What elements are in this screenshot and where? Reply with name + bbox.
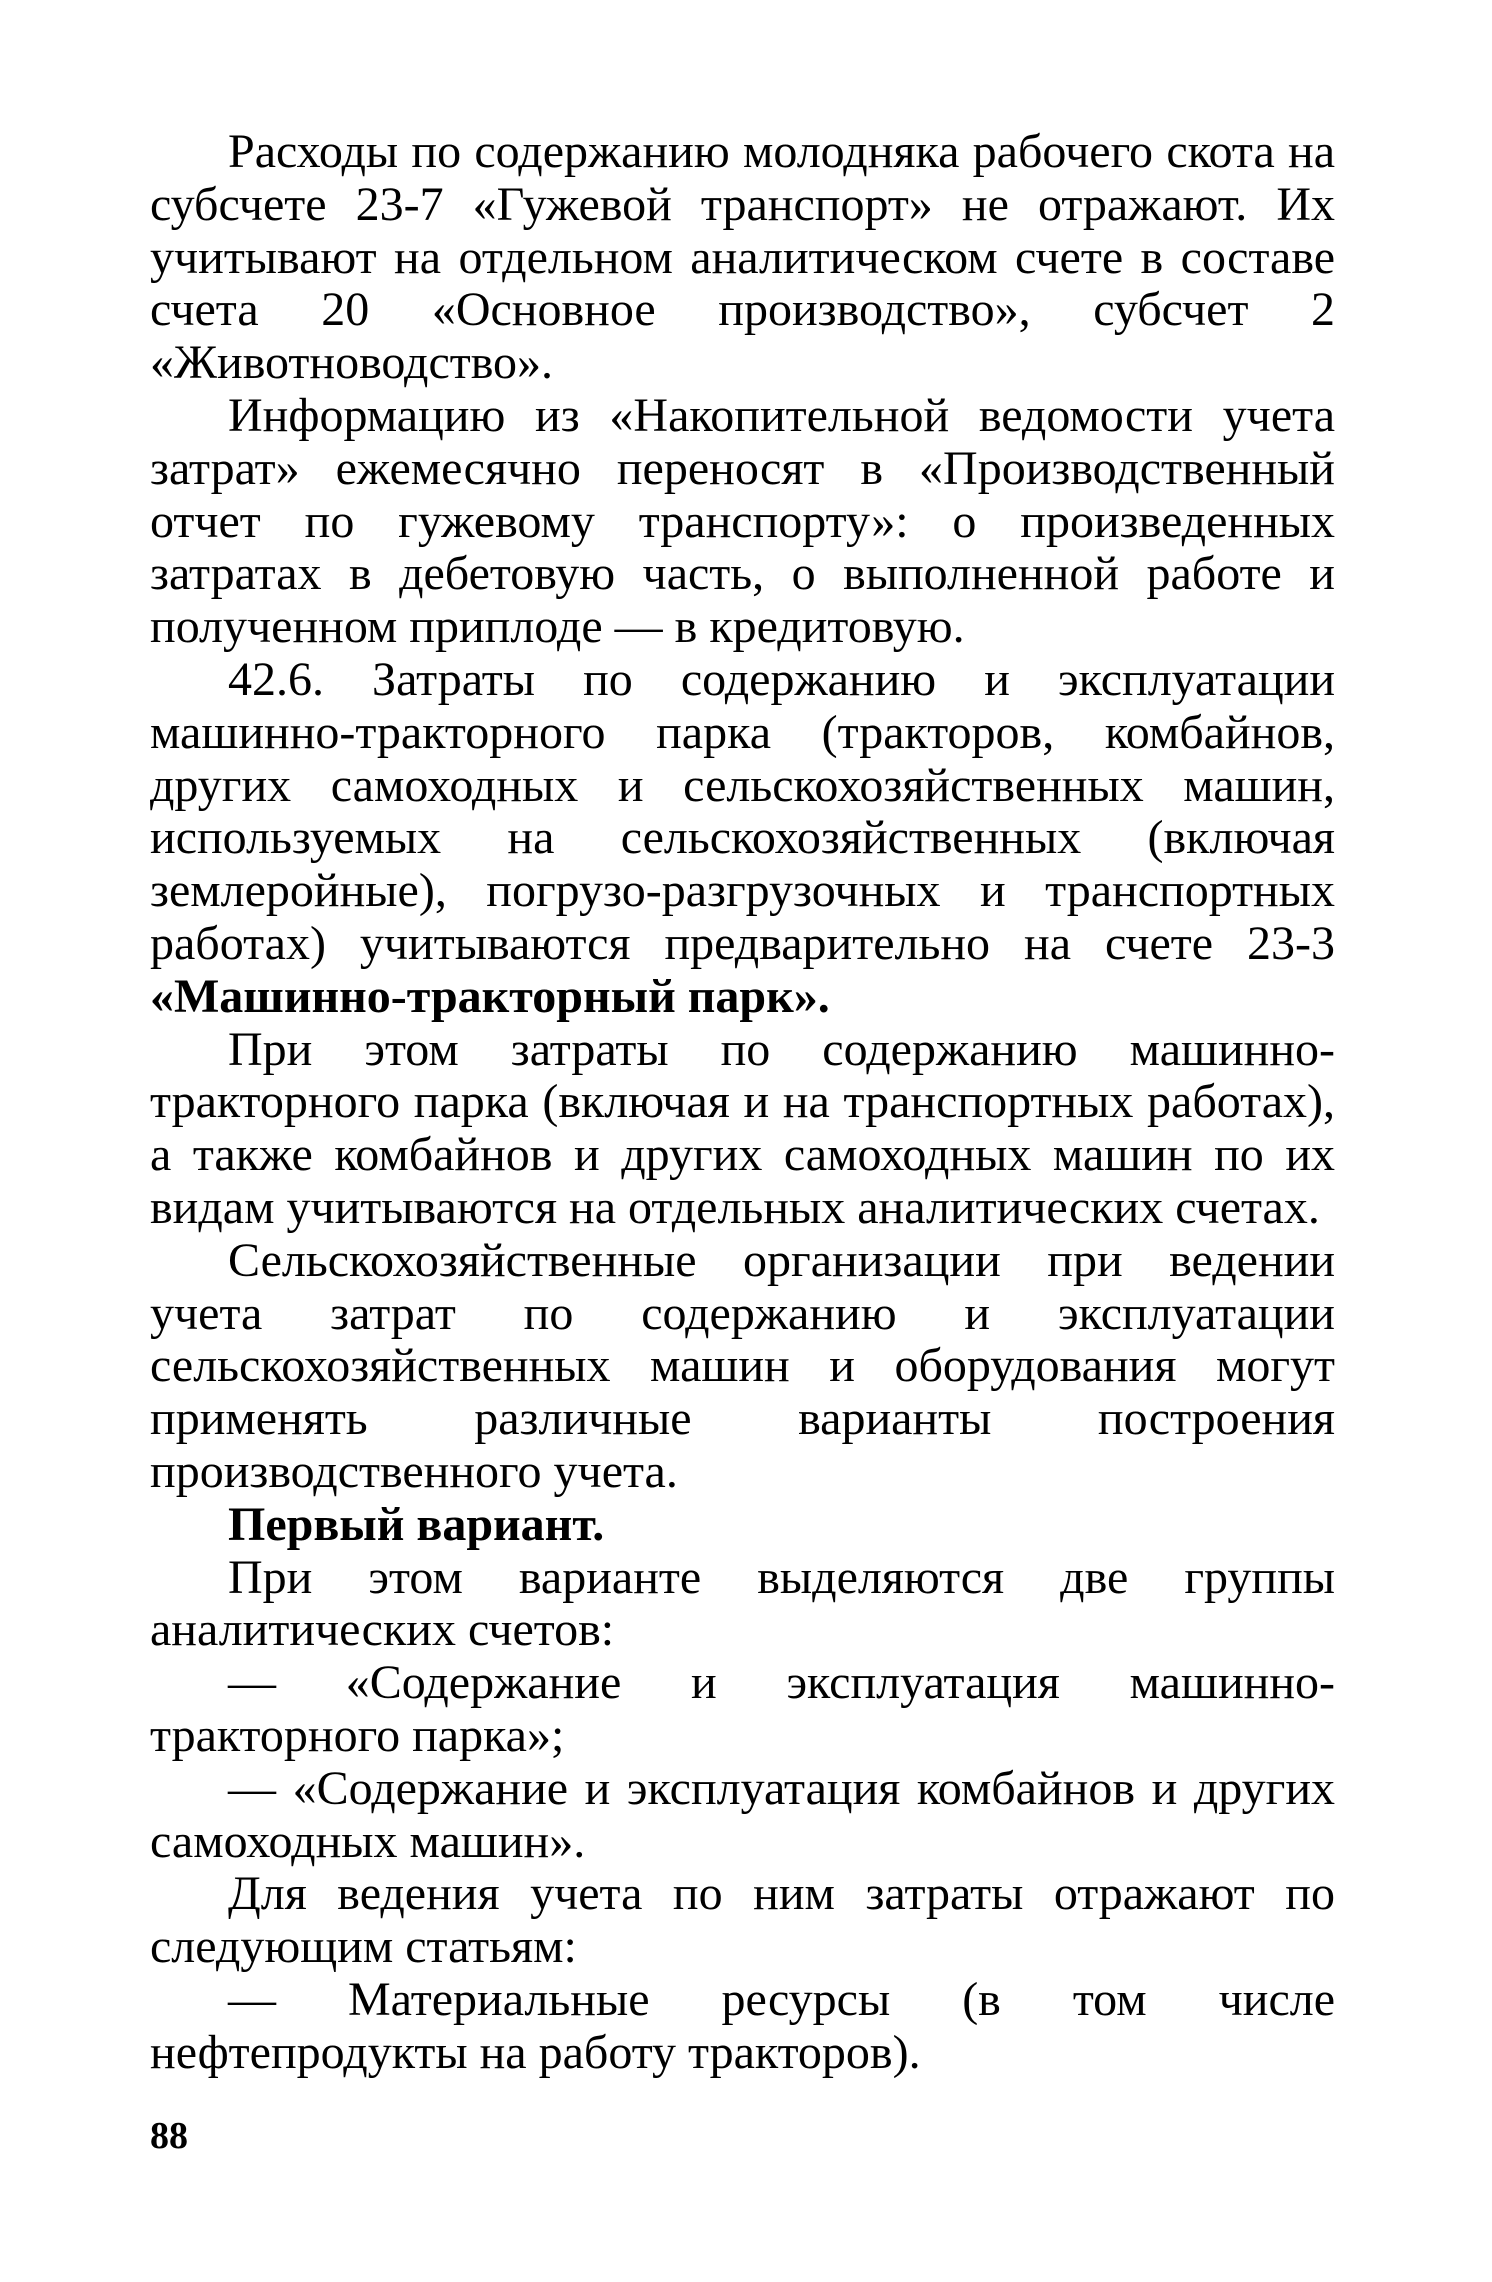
page-body [150, 126, 1335, 2079]
paragraph-text: При этом варианте выделяются две группы аналитических счетов: [150, 1550, 1335, 1657]
paragraph-text: Информацию из «Накопительной ведомости учета затрат» ежемесячно переносят в «Производственный отчет по гужевому транспорту»: о произведенных затратах в дебетовую часть, о выполненной работе и полученном приплоде — в кредитовую. [150, 388, 1335, 654]
paragraph-two-groups [150, 1552, 1335, 1658]
paragraph-text: Расходы по содержанию молодняка рабочего скота на субсчете 23-7 «Гужевой транспорт» не отражают. Их учитывают на отдельном аналитическом счете в составе счета 20 «Основное производство», субсчет 2 «Животноводство». [150, 125, 1335, 390]
paragraph-text: Для ведения учета по ним затраты отражают по следующим статьям: [150, 1867, 1335, 1974]
list-item-combines [150, 1763, 1335, 1869]
paragraph-accumulation-statement [150, 390, 1335, 654]
list-item-text: — Материальные ресурсы (в том числе нефтепродукты на работу тракторов). [150, 1972, 1335, 2079]
paragraph-text: 42.6. Затраты по содержанию и эксплуатации машинно-тракторного парка (тракторов, комбайнов, других самоходных и сельскохозяйственных машин, используемых на сельскохозяйственных (включая землеройные), погрузо-разгрузочных и транспортных работах) учитываются предварительно на счете 23-3 [150, 652, 1335, 970]
paragraph-text: Сельскохозяйственные организации при ведении учета затрат по содержанию и эксплуатации сельскохозяйственных машин и оборудования могут применять различные варианты построения производственного учета. [150, 1233, 1335, 1498]
paragraph-analytical-accounts [150, 1024, 1335, 1235]
list-item-tractor-fleet [150, 1657, 1335, 1763]
list-item-text: — «Содержание и эксплуатация комбайнов и других самоходных машин». [150, 1761, 1335, 1868]
paragraph-organization-variants [150, 1235, 1335, 1499]
heading-text: Первый вариант. [228, 1497, 605, 1551]
list-item-material-resources [150, 1974, 1335, 2080]
list-item-text: — «Содержание и эксплуатация машинно-тракторного парка»; [150, 1656, 1335, 1762]
paragraph-young-livestock-costs [150, 126, 1335, 390]
page-number: 88 [150, 2115, 188, 2157]
account-name-bold: «Машинно-тракторный парк». [150, 969, 830, 1023]
paragraph-section-42-6 [150, 654, 1335, 1024]
section-heading-first-variant [150, 1499, 1335, 1552]
paragraph-cost-items [150, 1868, 1335, 1974]
paragraph-text: При этом затраты по содержанию машинно-тракторного парка (включая и на транспортных работах), а также комбайнов и других самоходных машин по их видам учитываются на отдельных аналитических счетах. [150, 1022, 1335, 1234]
